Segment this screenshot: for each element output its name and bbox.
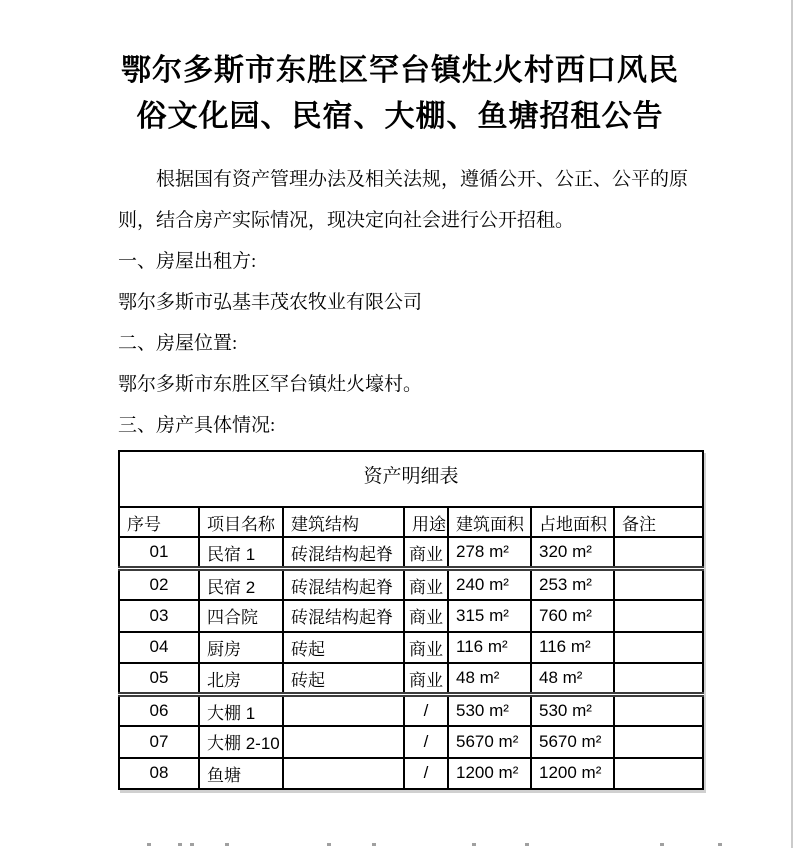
table-header-cell: 序号 (119, 507, 199, 537)
cutoff-next-line-fragment (660, 843, 664, 846)
table-cell: 116 m² (448, 632, 531, 664)
table-cell: / (404, 758, 448, 790)
table-cell: 02 (119, 569, 199, 601)
document-body (118, 159, 693, 446)
table-row (119, 663, 703, 695)
table-cell (283, 758, 404, 790)
cutoff-next-line-fragment (190, 843, 194, 846)
table-cell: 5670 m² (531, 726, 614, 758)
document-title (60, 48, 740, 140)
table-cell: 商业 (404, 600, 448, 632)
table-cell: 厨房 (199, 632, 283, 664)
table-header-cell: 备注 (614, 507, 703, 537)
table-cell: 05 (119, 663, 199, 695)
table-cell: 03 (119, 600, 199, 632)
table-cell: 240 m² (448, 569, 531, 601)
table-row (119, 695, 703, 727)
table-cell: 116 m² (531, 632, 614, 664)
table-row (119, 632, 703, 664)
table-header-cell: 建筑结构 (283, 507, 404, 537)
table-header-row (119, 507, 703, 537)
table-title: 资产明细表 (119, 451, 703, 507)
document-title-line-2: 俗文化园、民宿、大棚、鱼塘招租公告 (136, 100, 664, 133)
table-cell: 08 (119, 758, 199, 790)
table-cell: 1200 m² (531, 758, 614, 790)
asset-detail-table (118, 450, 704, 790)
table-cell: 5670 m² (448, 726, 531, 758)
table-cell: 北房 (199, 663, 283, 695)
table-cell (283, 695, 404, 727)
cutoff-next-line-fragment (718, 843, 722, 846)
table-cell: 商业 (404, 569, 448, 601)
table-cell: 01 (119, 537, 199, 569)
property-location: 鄂尔多斯市东胜区罕台镇灶火壕村。 (118, 374, 423, 395)
cutoff-next-line-fragment (147, 843, 151, 846)
section-heading-location: 二、房屋位置: (118, 333, 238, 354)
table-cell: 大棚 1 (199, 695, 283, 727)
section-heading-details: 三、房产具体情况: (118, 415, 276, 436)
table-cell: 砖起 (283, 632, 404, 664)
table-cell: 四合院 (199, 600, 283, 632)
table-cell (283, 726, 404, 758)
table-cell: 商业 (404, 537, 448, 569)
table-cell: 商业 (404, 663, 448, 695)
cutoff-next-line-fragment (178, 843, 182, 846)
table-cell (614, 537, 703, 569)
document-title-line-1: 鄂尔多斯市东胜区罕台镇灶火村西口风民 (121, 54, 679, 87)
table-row (119, 600, 703, 632)
table-cell (614, 695, 703, 727)
table-cell: 315 m² (448, 600, 531, 632)
table-cell: 1200 m² (448, 758, 531, 790)
table-cell: 04 (119, 632, 199, 664)
table-cell: 760 m² (531, 600, 614, 632)
table-row (119, 726, 703, 758)
table-cell: 06 (119, 695, 199, 727)
table-cell: / (404, 695, 448, 727)
page-edge-line (791, 0, 793, 848)
table-cell (614, 758, 703, 790)
table-cell: 民宿 1 (199, 537, 283, 569)
table-cell: 商业 (404, 632, 448, 664)
table-cell: 民宿 2 (199, 569, 283, 601)
cutoff-next-line-fragment (372, 843, 376, 846)
table-cell (614, 600, 703, 632)
cutoff-next-line-fragment (327, 843, 331, 846)
section-heading-lessor: 一、房屋出租方: (118, 251, 257, 272)
table-cell: 砖混结构起脊 (283, 537, 404, 569)
table-header-cell: 占地面积 (531, 507, 614, 537)
table-cell: 48 m² (448, 663, 531, 695)
table-cell: 砖混结构起脊 (283, 569, 404, 601)
table-row (119, 758, 703, 790)
table-cell: 530 m² (531, 695, 614, 727)
table-cell: 253 m² (531, 569, 614, 601)
table-row (119, 569, 703, 601)
table-cell: 320 m² (531, 537, 614, 569)
table-cell: / (404, 726, 448, 758)
cutoff-next-line-fragment (225, 843, 229, 846)
table-cell (614, 726, 703, 758)
cutoff-next-line-fragment (472, 843, 476, 846)
cutoff-next-line-fragment (525, 843, 529, 846)
table-cell: 530 m² (448, 695, 531, 727)
table-header-cell: 建筑面积 (448, 507, 531, 537)
table-cell (614, 569, 703, 601)
intro-paragraph-line-1: 根据国有资产管理办法及相关法规，遵循公开、公正、公平的原 (156, 169, 689, 190)
table-cell: 278 m² (448, 537, 531, 569)
table-header-cell: 用途 (404, 507, 448, 537)
table-cell (614, 663, 703, 695)
table-cell: 48 m² (531, 663, 614, 695)
table-cell: 鱼塘 (199, 758, 283, 790)
intro-paragraph-line-2: 则，结合房产实际情况，现决定向社会进行公开招租。 (118, 210, 575, 231)
lessor-name: 鄂尔多斯市弘基丰茂农牧业有限公司 (118, 292, 423, 313)
table-cell: 砖混结构起脊 (283, 600, 404, 632)
table-cell: 07 (119, 726, 199, 758)
table-row (119, 537, 703, 569)
table-title-row (119, 451, 703, 507)
table-cell (614, 632, 703, 664)
table-cell: 大棚 2-10 (199, 726, 283, 758)
table-cell: 砖起 (283, 663, 404, 695)
table-header-cell: 项目名称 (199, 507, 283, 537)
